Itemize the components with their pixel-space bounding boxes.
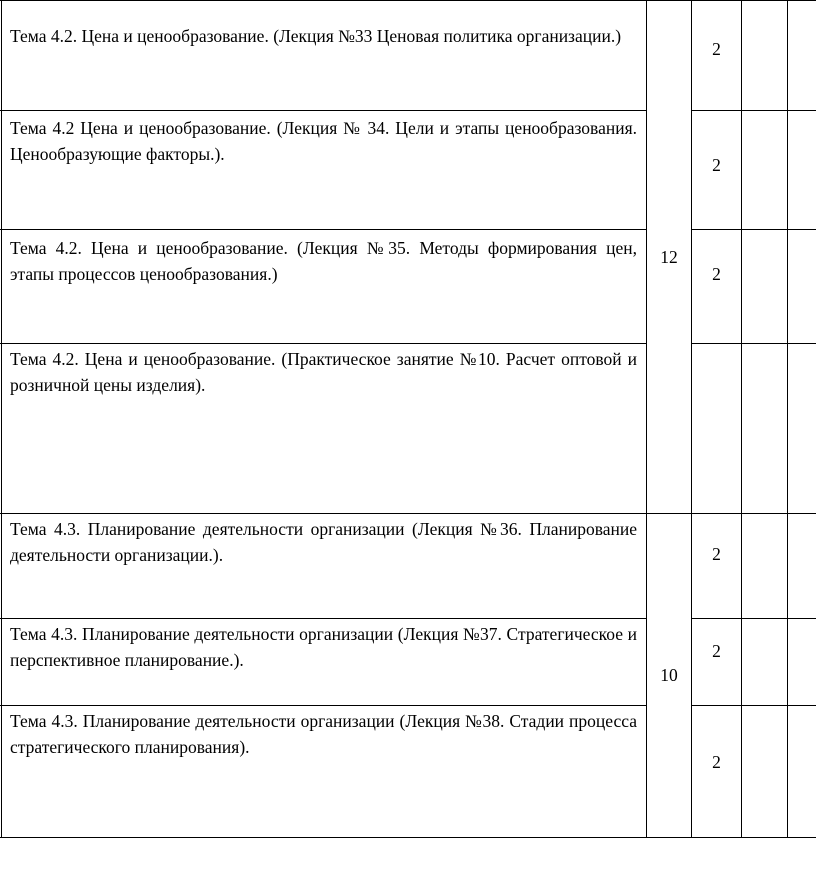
topic-cell: Тема 4.2. Цена и ценообразование. (Практическое занятие №10. Расчет оптовой и розничной цены изделия). — [2, 344, 647, 514]
topic-cell: Тема 4.3. Планирование деятельности организации (Лекция №36. Планирование деятельности организации.). — [2, 514, 647, 619]
hours-cell: 2 — [692, 111, 742, 230]
hours-cell: 2 — [692, 619, 742, 706]
empty-cell — [742, 514, 788, 619]
empty-cell — [742, 344, 788, 514]
table-row — [0, 230, 816, 344]
empty-cell — [742, 706, 788, 838]
hours-cell: 2 — [692, 230, 742, 344]
table-row — [0, 1, 816, 111]
topic-cell: Тема 4.2. Цена и ценообразование. (Лекция №33 Ценовая политика организации.) — [2, 1, 647, 111]
topic-cell: Тема 4.2 Цена и ценообразование. (Лекция № 34. Цели и этапы ценообразования. Ценообразующие факторы.). — [2, 111, 647, 230]
empty-cell — [788, 706, 816, 838]
empty-cell — [742, 111, 788, 230]
empty-cell — [788, 1, 816, 111]
hours-cell: 2 — [692, 514, 742, 619]
table-row — [0, 619, 816, 706]
table-row — [0, 111, 816, 230]
empty-cell — [788, 619, 816, 706]
topic-cell: Тема 4.3. Планирование деятельности организации (Лекция №38. Стадии процесса стратегического планирования). — [2, 706, 647, 838]
empty-cell — [742, 230, 788, 344]
topic-cell: Тема 4.3. Планирование деятельности организации (Лекция №37. Стратегическое и перспективное планирование.). — [2, 619, 647, 706]
hours-cell — [692, 344, 742, 514]
table-row — [0, 514, 816, 619]
hours-cell: 2 — [692, 1, 742, 111]
hours-cell: 2 — [692, 706, 742, 838]
empty-cell — [788, 230, 816, 344]
table-row — [0, 344, 816, 514]
empty-cell — [788, 514, 816, 619]
empty-cell — [788, 111, 816, 230]
empty-cell — [742, 619, 788, 706]
group-total-hours: 10 — [647, 514, 692, 838]
group-total-hours: 12 — [647, 1, 692, 514]
table-row — [0, 706, 816, 838]
empty-cell — [788, 344, 816, 514]
topic-cell: Тема 4.2. Цена и ценообразование. (Лекция №35. Методы формирования цен, этапы процессов ценообразования.) — [2, 230, 647, 344]
empty-cell — [742, 1, 788, 111]
